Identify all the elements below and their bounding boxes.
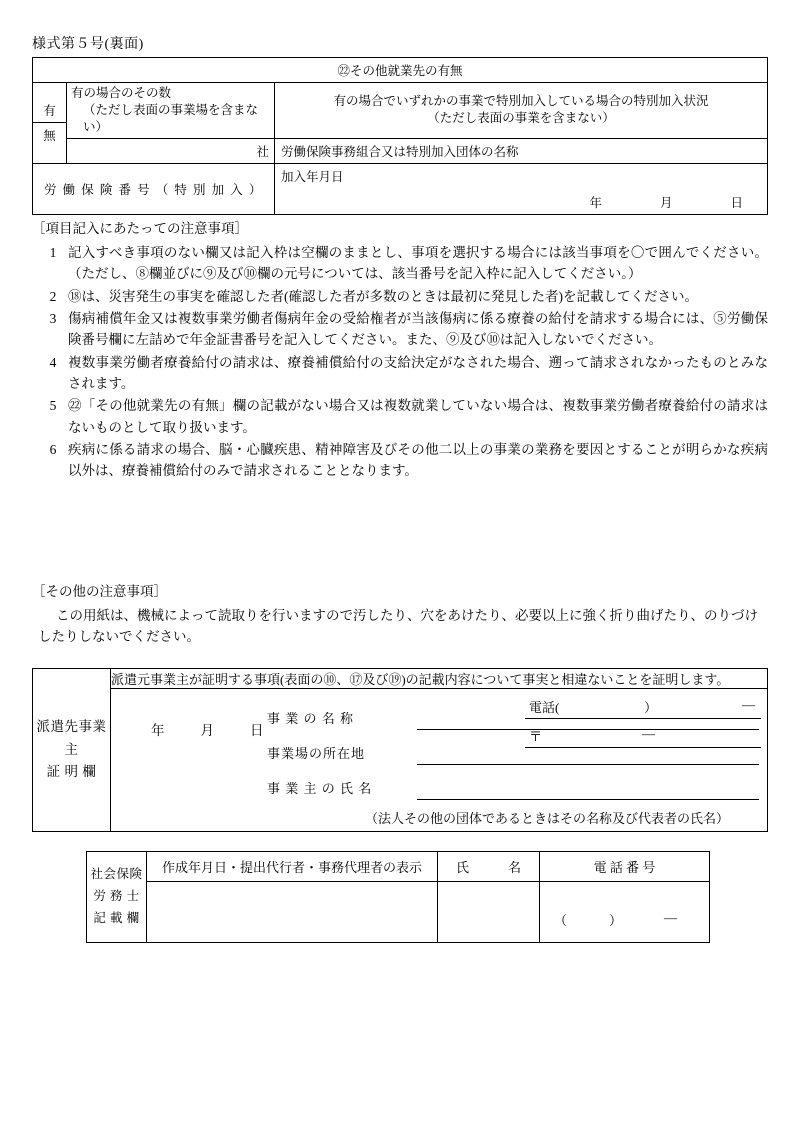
employer-name-field[interactable] bbox=[267, 765, 759, 800]
ari-option[interactable]: 有 bbox=[33, 98, 66, 123]
list-item bbox=[38, 308, 768, 351]
count-label-line2: （ただし表面の事業場を含まない） bbox=[83, 102, 259, 134]
telephone-label: 電話( bbox=[529, 700, 560, 715]
note-number: 4 bbox=[49, 354, 57, 370]
tel-paren-open: （ bbox=[554, 912, 568, 928]
consultant-date-input[interactable] bbox=[147, 882, 438, 943]
dispatch-employer-label bbox=[33, 669, 111, 832]
tel-paren-close: ） bbox=[609, 912, 623, 928]
social-insurance-labor-consultant-table bbox=[86, 851, 710, 943]
dispatch-employer-certification-table bbox=[32, 668, 768, 832]
consultant-name-input[interactable] bbox=[438, 882, 540, 943]
special-enrollment-line2: （ただし表面の事業を含まない） bbox=[427, 111, 615, 126]
list-item bbox=[38, 439, 768, 482]
corporate-name-footnote: （法人その他の団体であるときはその名称及び代表者の氏名） bbox=[364, 811, 729, 826]
list-item bbox=[38, 395, 768, 438]
table-row bbox=[87, 882, 710, 943]
year-label: 年 bbox=[589, 195, 602, 210]
tel-dash: — bbox=[664, 909, 677, 925]
certification-date[interactable] bbox=[151, 719, 264, 739]
notes-heading: ［項目記入にあたっての注意事項］ bbox=[32, 221, 248, 236]
table-row bbox=[33, 689, 768, 832]
list-item bbox=[38, 242, 768, 285]
note-number: 2 bbox=[49, 288, 57, 304]
certification-body bbox=[111, 689, 768, 832]
employer-name-input[interactable] bbox=[417, 764, 759, 800]
consultant-label-line3: 記 載 欄 bbox=[93, 910, 140, 925]
consultant-tel-header: 電 話 番 号 bbox=[540, 852, 710, 882]
table-row bbox=[87, 852, 710, 882]
count-label-cell bbox=[67, 83, 275, 139]
note-text: 傷病補償年金又は複数事業労働者傷病年金の受給権者が当該傷病に係る療養の給付を請求する場合には、⑤労働保険番号欄に左詰めで年金証書番号を記入してください。また、⑨及び⑩は記入しないでください。 bbox=[68, 310, 768, 348]
consultant-date-header: 作成年月日・提出代行者・事務代理者の表示 bbox=[147, 852, 438, 882]
count-label-line1: 有の場合のその数 bbox=[71, 86, 172, 100]
note-number: 1 bbox=[49, 245, 57, 260]
table-row bbox=[33, 669, 768, 689]
business-name-label: 事 業 の 名 称 bbox=[267, 711, 355, 726]
year-label: 年 bbox=[151, 723, 165, 738]
postal-dash: — bbox=[642, 726, 655, 741]
consultant-label bbox=[87, 852, 147, 943]
telephone-paren-close: ） bbox=[644, 700, 658, 715]
employer-name-label: 事 業 主 の 氏 名 bbox=[267, 781, 373, 796]
table-row bbox=[33, 138, 768, 163]
postal-mark-icon: 〒 bbox=[529, 729, 543, 744]
ari-nashi-cell[interactable] bbox=[33, 83, 67, 164]
notes-list bbox=[38, 242, 768, 483]
table-row bbox=[33, 58, 768, 83]
labor-insurance-number-label: 労 働 保 険 番 号 （ 特 別 加 入 ） bbox=[33, 163, 275, 214]
postal-line[interactable] bbox=[525, 722, 761, 748]
association-name-cell[interactable]: 労働保険事務組合又は特別加入団体の名称 bbox=[275, 138, 768, 163]
note-number: 5 bbox=[49, 398, 57, 414]
dispatch-employer-label-line2: 証 明 欄 bbox=[46, 764, 97, 780]
special-enrollment-label-cell bbox=[275, 83, 768, 139]
other-notes-heading: ［その他の注意事項］ bbox=[32, 584, 167, 599]
dispatch-employer-label-line1: 派遣先事業主 bbox=[36, 718, 107, 757]
note-text: 疾病に係る請求の場合、脳・心臓疾患、精神障害及びその他二以上の事業の業務を要因とすることが明らかな疾病以外は、療養補償給付のみで請求されることとなります。 bbox=[68, 441, 768, 479]
consultant-label-line1: 社会保険 bbox=[90, 867, 143, 882]
other-notes-text: この用紙は、機械によって読取りを行いますので汚したり、穴をあけたり、必要以上に強く折り曲げたり、のりづけしたりしないでください。 bbox=[38, 608, 758, 645]
note-text: 記入すべき事項のない欄又は記入枠は空欄のままとし、事項を選択する場合には該当事項を〇で囲んでください。（ただし、⑧欄並びに⑨及び⑩欄の元号については、該当番号を記入枠に記入してください。） bbox=[68, 245, 768, 282]
join-date-label: 加入年月日 bbox=[281, 169, 344, 184]
note-number: 3 bbox=[49, 310, 57, 326]
count-input-cell[interactable]: 社 bbox=[67, 138, 275, 163]
month-label: 月 bbox=[659, 195, 673, 210]
other-employment-table bbox=[32, 57, 768, 215]
telephone-dash: — bbox=[741, 697, 755, 712]
business-address-label: 事業場の所在地 bbox=[267, 746, 366, 761]
telephone-line[interactable] bbox=[525, 697, 761, 719]
nashi-option[interactable]: 無 bbox=[43, 129, 56, 144]
table-row bbox=[33, 163, 768, 214]
other-employment-header: ㉒その他就業先の有無 bbox=[33, 58, 768, 83]
day-label: 日 bbox=[730, 195, 743, 210]
form-title: 様式第５号(裏面) bbox=[32, 37, 144, 52]
join-date-ymd bbox=[281, 185, 761, 211]
month-label: 月 bbox=[200, 723, 214, 738]
consultant-tel-format bbox=[554, 910, 699, 929]
consultant-label-line2: 労 務 士 bbox=[93, 889, 140, 904]
consultant-tel-input[interactable] bbox=[540, 882, 710, 943]
certification-statement: 派遣元事業主が証明する事項(表面の⑩、⑰及び⑲)の記載内容について事実と相違ないことを証明します。 bbox=[111, 669, 768, 689]
table-row bbox=[33, 83, 768, 139]
certification-body-inner bbox=[111, 689, 767, 831]
join-date-cell[interactable] bbox=[275, 163, 768, 214]
note-text: ㉒「その他就業先の有無」欄の記載がない場合又は複数就業していない場合は、複数事業労働者療養給付の請求はないものとして取り扱います。 bbox=[68, 398, 768, 435]
consultant-name-header: 氏 名 bbox=[438, 852, 540, 882]
day-label: 日 bbox=[250, 723, 264, 738]
special-enrollment-line1: 有の場合でいずれかの事業で特別加入している場合の特別加入状況 bbox=[333, 94, 709, 109]
telephone-block[interactable] bbox=[525, 697, 761, 748]
list-item bbox=[38, 352, 768, 395]
note-text: ⑱は、災害発生の事実を確認した者(確認した者が多数のときは最初に発見した者)を記載してください。 bbox=[68, 288, 698, 304]
note-text: 複数事業労働者療養給付の請求は、療養補償給付の支給決定がなされた場合、遡って請求されなかったものとみなされます。 bbox=[68, 354, 768, 391]
note-number: 6 bbox=[49, 441, 57, 457]
list-item bbox=[38, 286, 768, 307]
